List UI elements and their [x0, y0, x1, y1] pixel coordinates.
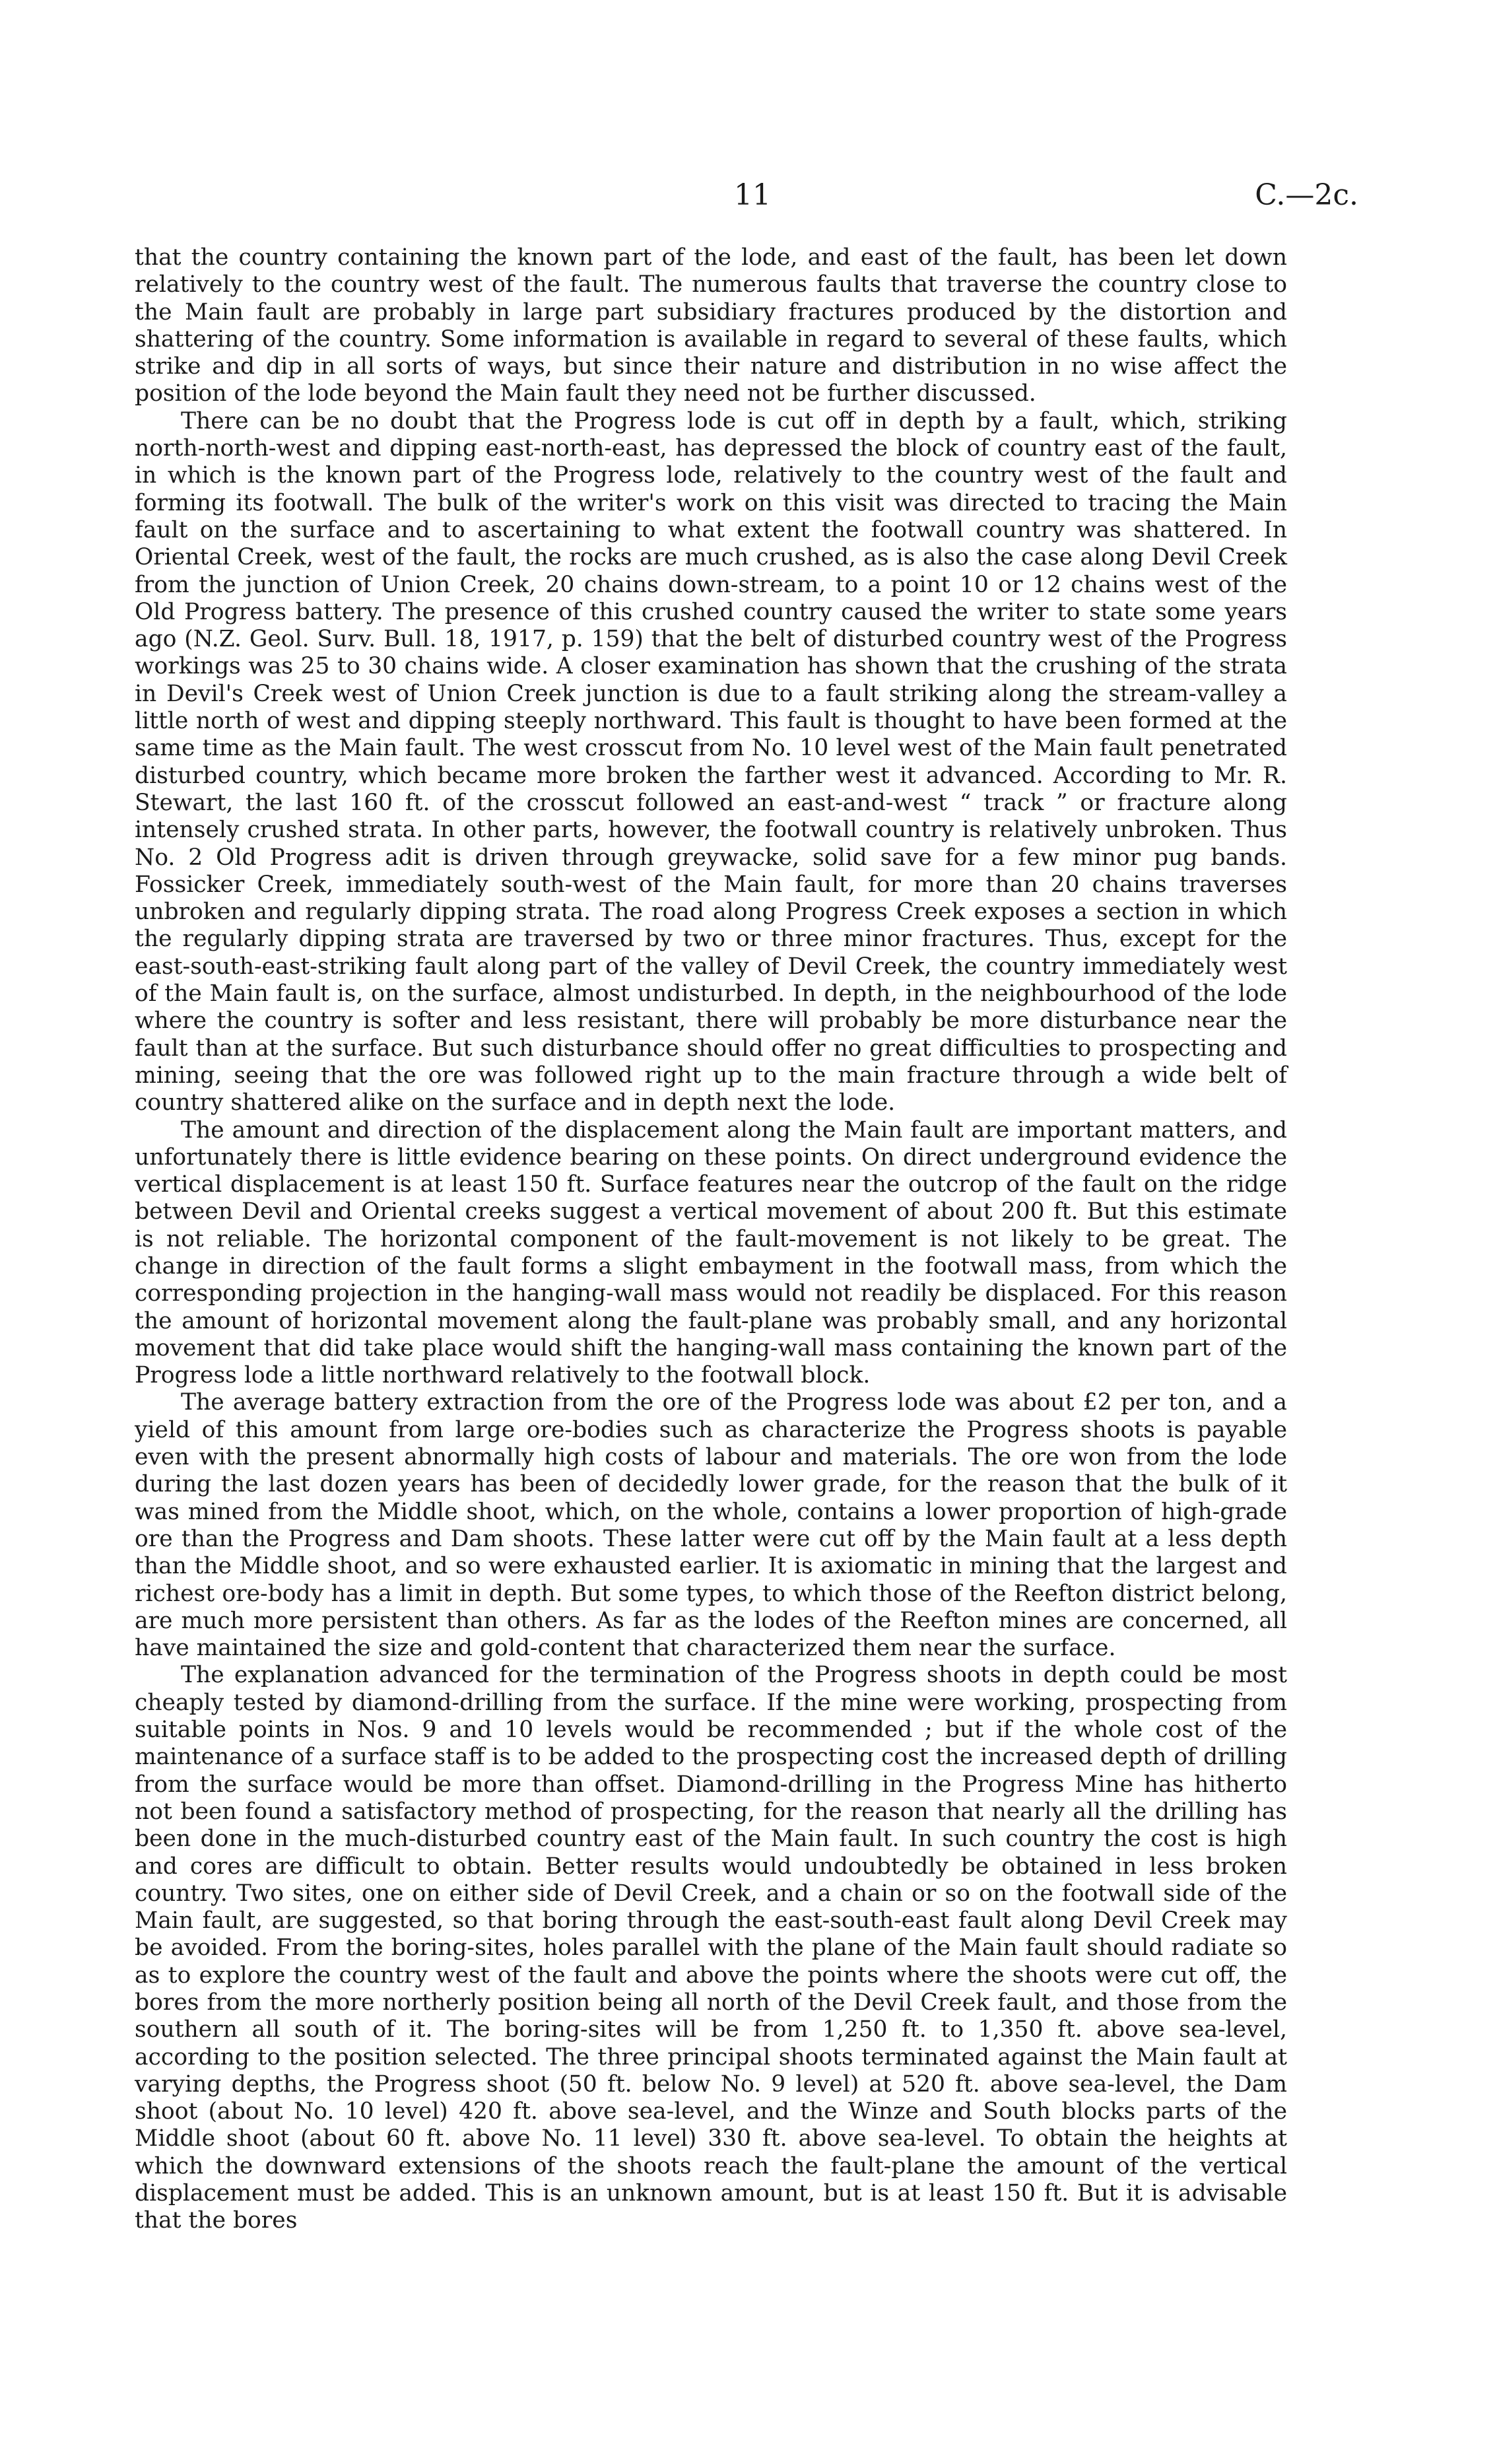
body-text [135, 244, 1287, 2235]
paragraph-4: The average battery extraction from the ore of the Progress lode was about £2 per ton, and a yield of this amount from large ore-bodies such as characterize the Progress shoots is payable even with the present abnormally high costs of labour and materials. The ore won from the lode during the last dozen years has been of decidedly lower grade, for the reason that the bulk of it was mined from the Middle shoot, which, on the whole, contains a lower proportion of high-grade ore than the Progress and Dam shoots. These latter were cut off by the Main fault at a less depth than the Middle shoot, and so were exhausted earlier. It is axiomatic in mining that the largest and richest ore-body has a limit in depth. But some types, to which those of the Reefton district belong, are much more persistent than others. As far as the lodes of the Reefton mines are concerned, all have maintained the size and gold-content that characterized them near the surface. [135, 1389, 1287, 1662]
paragraph-5: The explanation advanced for the termination of the Progress shoots in depth could be most cheaply tested by diamond-drilling from the surface. If the mine were working, prospecting from suitable points in Nos. 9 and 10 levels would be recommended ; but if the whole cost of the maintenance of a surface staff is to be added to the prospecting cost the increased depth of drilling from the surface would be more than offset. Diamond-drilling in the Progress Mine has hitherto not been found a satisfactory method of prospecting, for the reason that nearly all the drilling has been done in the much-disturbed country east of the Main fault. In such country the cost is high and cores are difficult to obtain. Better results would undoubtedly be obtained in less broken country. Two sites, one on either side of Devil Creek, and a chain or so on the footwall side of the Main fault, are suggested, so that boring through the east-south-east fault along Devil Creek may be avoided. From the boring-sites, holes parallel with the plane of the Main fault should radiate so as to explore the country west of the fault and above the points where the shoots were cut off, the bores from the more northerly position being all north of the Devil Creek fault, and those from the southern all south of it. The boring-sites will be from 1,250 ft. to 1,350 ft. above sea-level, according to the position selected. The three principal shoots terminated against the Main fault at varying depths, the Progress shoot (50 ft. below No. 9 level) at 520 ft. above sea-level, the Dam shoot (about No. 10 level) 420 ft. above sea-level, and the Winze and South blocks parts of the Middle shoot (about 60 ft. above No. 11 level) 330 ft. above sea-level. To obtain the heights at which the downward extensions of the shoots reach the fault-plane the amount of the vertical displacement must be added. This is an unknown amount, but is at least 150 ft. But it is advisable that the bores [135, 1662, 1287, 2234]
page-header [0, 177, 1497, 217]
paragraph-1: that the country containing the known part of the lode, and east of the fault, has been let down relatively to the country west of the fault. The numerous faults that traverse the country close to the Main fault are probably in large part subsidiary fractures produced by the distortion and shattering of the country. Some information is available in regard to several of these faults, which strike and dip in all sorts of ways, but since their nature and distribution in no wise affect the position of the lode beyond the Main fault they need not be further discussed. [135, 244, 1287, 407]
document-reference: C.—2c. [1255, 178, 1358, 212]
paragraph-2: There can be no doubt that the Progress lode is cut off in depth by a fault, which, striking north-north-west and dipping east-north-east, has depressed the block of country east of the fault, in which is the known part of the Progress lode, relatively to the country west of the fault and forming its footwall. The bulk of the writer's work on this visit was directed to tracing the Main fault on the surface and to ascertaining to what extent the footwall country was shattered. In Oriental Creek, west of the fault, the rocks are much crushed, as is also the case along Devil Creek from the junction of Union Creek, 20 chains down-stream, to a point 10 or 12 chains west of the Old Progress battery. The presence of this crushed country caused the writer to state some years ago (N.Z. Geol. Surv. Bull. 18, 1917, p. 159) that the belt of disturbed country west of the Progress workings was 25 to 30 chains wide. A closer examination has shown that the crushing of the strata in Devil's Creek west of Union Creek junction is due to a fault striking along the stream-valley a little north of west and dipping steeply northward. This fault is thought to have been formed at the same time as the Main fault. The west crosscut from No. 10 level west of the Main fault penetrated disturbed country, which became more broken the farther west it advanced. According to Mr. R. Stewart, the last 160 ft. of the crosscut followed an east-and-west “ track ” or fracture along intensely crushed strata. In other parts, however, the footwall country is relatively unbroken. Thus No. 2 Old Progress adit is driven through greywacke, solid save for a few minor pug bands. Fossicker Creek, immediately south-west of the Main fault, for more than 20 chains traverses unbroken and regularly dipping strata. The road along Progress Creek exposes a section in which the regularly dipping strata are traversed by two or three minor fractures. Thus, except for the east-south-east-striking fault along part of the valley of Devil Creek, the country immediately west of the Main fault is, on the surface, almost undisturbed. In depth, in the neighbourhood of the lode where the country is softer and less resistant, there will probably be more disturbance near the fault than at the surface. But such disturbance should offer no great difficulties to prospecting and mining, seeing that the ore was followed right up to the main fracture through a wide belt of country shattered alike on the surface and in depth next the lode. [135, 407, 1287, 1116]
page-number: 11 [734, 178, 771, 212]
paragraph-3: The amount and direction of the displacement along the Main fault are important matters, and unfortunately there is little evidence bearing on these points. On direct underground evidence the vertical displacement is at least 150 ft. Surface features near the outcrop of the fault on the ridge between Devil and Oriental creeks suggest a vertical movement of about 200 ft. But this estimate is not reliable. The horizontal component of the fault-movement is not likely to be great. The change in direction of the fault forms a slight embayment in the footwall mass, from which the corresponding projection in the hanging-wall mass would not readily be displaced. For this reason the amount of horizontal movement along the fault-plane was probably small, and any horizontal movement that did take place would shift the hanging-wall mass containing the known part of the Progress lode a little northward relatively to the footwall block. [135, 1116, 1287, 1389]
